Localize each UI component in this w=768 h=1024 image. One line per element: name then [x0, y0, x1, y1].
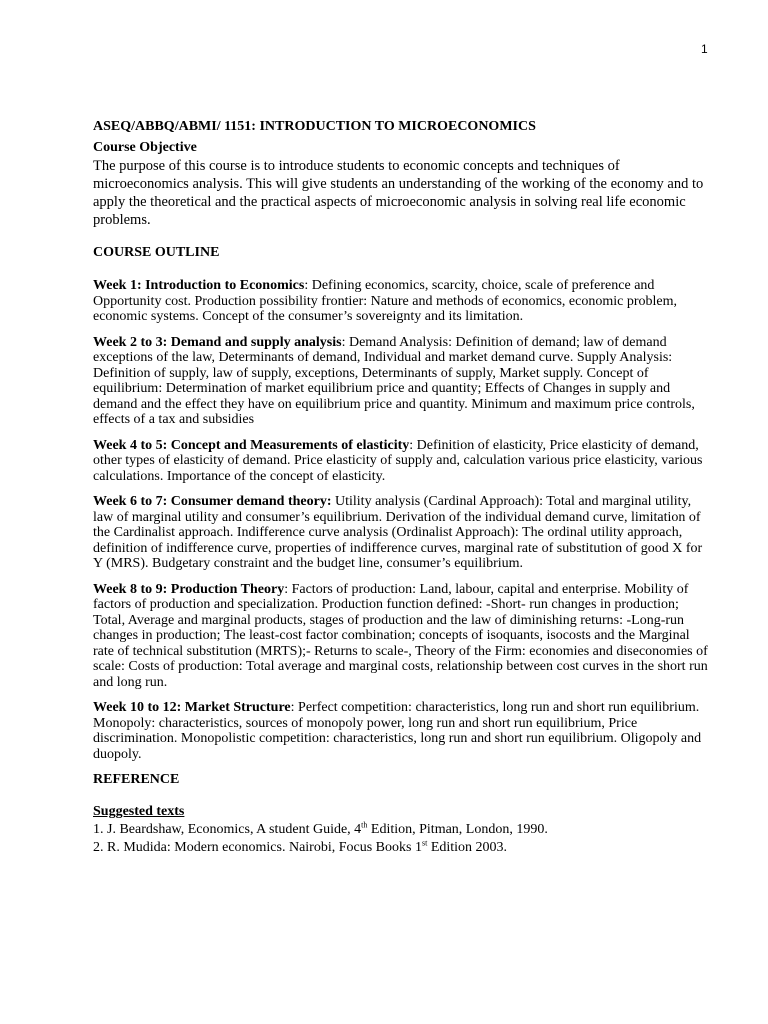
- week-text: : Definition of elasticity, Price elasticity of demand, other types of elasticity of demand. Price elasticity of supply and, calculation various price elasticity, various calculations. Importance of the concept of elasticity.: [93, 437, 703, 484]
- week-text: : Defining economics, scarcity, choice, scale of preference and Opportunity cost. Production possibility frontier: Nature and methods of economics, economic problem, economic systems. Concept of the consumer’s sovereignty and its limitation.: [93, 278, 678, 324]
- page-number: 1: [701, 42, 708, 56]
- week-1-paragraph: [93, 278, 709, 325]
- document-body: [93, 118, 709, 857]
- week-title: Week 1: Introduction to Economics: [93, 278, 305, 293]
- week-6-7-paragraph: [93, 494, 709, 572]
- reference-item-1: [93, 821, 709, 839]
- week-text: : Perfect competition: characteristics, long run and short run equilibrium. Monopoly: characteristics, sources of monopoly power, long run and short run equilibrium, Price discrimination. Monopolistic competition: characteristics, long run and short run equilibrium. Oligopoly and duopoly.: [93, 700, 702, 762]
- week-text: : Demand Analysis: Definition of demand; law of demand exceptions of the law, Determinants of demand, Individual and market demand curve. Supply Analysis: Definition of supply, law of supply, exceptions, Determinants of supply, Market supply. Concept of equilibrium: Determination of market equilibrium price and quantity; Effects of Changes in supply and demand and the effect they have on equilibrium price and quantity. Minimum and maximum price controls, effects of a tax and subsidies: [93, 334, 695, 427]
- course-title: ASEQ/ABBQ/ABMI/ 1151: INTRODUCTION TO MICROECONOMICS: [93, 119, 536, 134]
- week-text: : Factors of production: Land, labour, capital and enterprise. Mobility of factors of production and specialization. Production function defined: -Short- run changes in production; Total, Average and marginal products, stages of production and the law of diminishing returns: -Long-run changes in production; The least-cost factor combination; concepts of isoquants, isocosts and the Marginal rate of technical substitution (MRTS);- Returns to scale-, Theory of the Firm: economies and diseconomies of scale: Costs of production: Total average and marginal costs, relationship between cost curves in the short run and long run.: [93, 581, 708, 690]
- ordinal-suffix: st: [421, 838, 428, 848]
- week-10-12-paragraph: [93, 700, 709, 762]
- reference-heading: REFERENCE: [93, 772, 180, 787]
- week-8-9-paragraph: [93, 582, 709, 691]
- reference-text: Edition 2003.: [427, 840, 508, 855]
- suggested-texts-heading: Suggested texts: [93, 804, 185, 819]
- week-text: Utility analysis (Cardinal Approach): Total and marginal utility, law of marginal utility and consumer’s equilibrium. Derivation of the individual demand curve, limitation of the Cardinalist approach. Indifference curve analysis (Ordinalist Approach): The ordinal utility approach, definition of indifference curve, properties of indifference curves, marginal rate of substitution of good X for Y (MRS). Budgetary constraint and the budget line, consumer’s equilibrium.: [93, 494, 703, 571]
- week-4-5-paragraph: [93, 438, 709, 485]
- reference-text: 2. R. Mudida: Modern economics. Nairobi, Focus Books 1: [93, 840, 422, 855]
- week-title: Week 10 to 12: Market Structure: [93, 700, 291, 715]
- reference-item-2: [93, 839, 709, 857]
- week-2-3-paragraph: [93, 335, 709, 428]
- reference-text: 1. J. Beardshaw, Economics, A student Guide, 4: [93, 822, 362, 837]
- week-title: Week 6 to 7: Consumer demand theory:: [93, 494, 332, 509]
- outline-heading: COURSE OUTLINE: [93, 245, 220, 260]
- objective-heading: Course Objective: [93, 140, 197, 155]
- reference-text: Edition, Pitman, London, 1990.: [367, 822, 548, 837]
- week-title: Week 8 to 9: Production Theory: [93, 581, 285, 597]
- week-title: Week 2 to 3: Demand and supply analysis: [93, 334, 342, 350]
- week-title: Week 4 to 5: Concept and Measurements of elasticity: [93, 437, 410, 453]
- objective-text: The purpose of this course is to introduce students to economic concepts and techniques of microeconomics analysis. This will give students an understanding of the working of the economy and to apply the theoretical and the practical aspects of microeconomic analysis in solving real life economic problems.: [93, 158, 704, 228]
- ordinal-suffix: th: [361, 820, 368, 830]
